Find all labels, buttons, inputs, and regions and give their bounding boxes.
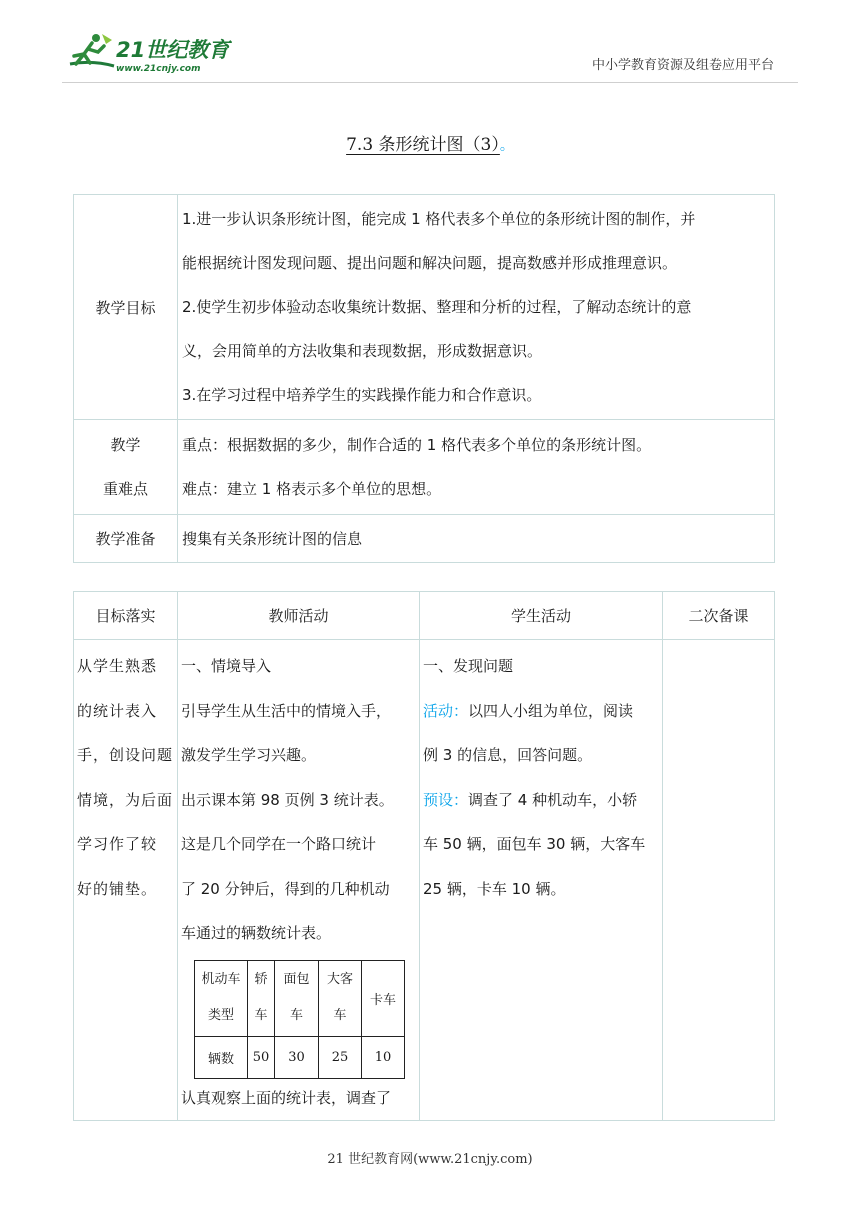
preparation-line: 搜集有关条形统计图的信息 bbox=[182, 529, 363, 548]
runner-logo-icon bbox=[62, 30, 232, 76]
inner-header-cell bbox=[248, 960, 275, 1036]
goal-line: 好的铺垫。 bbox=[77, 879, 158, 898]
objective-line: 1.进一步认识条形统计图，能完成 1 格代表多个单位的条形统计图的制作，并 bbox=[182, 210, 696, 228]
preset-text: 调查了 4 种机动车，小轿 bbox=[468, 790, 638, 809]
inner-header-cell bbox=[362, 960, 405, 1036]
inner-header-cell bbox=[319, 960, 362, 1036]
title-dot: 。 bbox=[499, 138, 514, 154]
student-line: 车 50 辆，面包车 30 辆，大客车 bbox=[423, 835, 646, 853]
keypoints-label bbox=[74, 420, 178, 515]
header-student: 学生活动 bbox=[420, 592, 663, 640]
platform-name: 中小学教育资源及组卷应用平台 bbox=[591, 58, 774, 73]
objective-line: 2.使学生初步体验动态收集统计数据、整理和分析的过程，了解动态统计的意 bbox=[182, 298, 692, 316]
inner-header-line: 车 bbox=[254, 1008, 268, 1023]
teacher-line: 引导学生从生活中的情境入手， bbox=[181, 701, 392, 720]
goal-cell bbox=[74, 640, 178, 1121]
student-line: 25 辆，卡车 10 辆。 bbox=[423, 879, 566, 898]
teacher-line: 这是几个同学在一个路口统计 bbox=[181, 835, 377, 853]
inner-value: 30 bbox=[275, 1036, 319, 1078]
teacher-line: 车通过的辆数统计表。 bbox=[181, 924, 332, 942]
student-line: 例 3 的信息，回答问题。 bbox=[423, 746, 593, 764]
keypoints-content bbox=[178, 420, 775, 515]
objectives-content bbox=[178, 195, 775, 420]
inner-header-line: 卡车 bbox=[369, 992, 396, 1008]
activity-table bbox=[73, 591, 775, 1121]
goal-line: 从学生熟悉 bbox=[77, 657, 158, 675]
inner-value: 50 bbox=[248, 1036, 275, 1078]
student-line bbox=[423, 689, 659, 734]
teacher-line: 激发学生学习兴趣。 bbox=[181, 746, 317, 764]
inner-row-label: 辆数 bbox=[195, 1036, 248, 1078]
objective-line: 3.在学习过程中培养学生的实践操作能力和合作意识。 bbox=[182, 386, 542, 404]
activity-label: 活动： bbox=[423, 701, 469, 720]
keypoint-line: 难点：建立 1 格表示多个单位的思想。 bbox=[182, 480, 442, 498]
inner-header-line: 大客 bbox=[326, 972, 353, 987]
table-header-row bbox=[74, 592, 775, 640]
keypoint-line: 重点：根据数据的多少，制作合适的 1 格代表多个单位的条形统计图。 bbox=[182, 436, 652, 454]
inner-value: 25 bbox=[319, 1036, 362, 1078]
notes-cell bbox=[663, 640, 775, 1121]
preparation-content bbox=[178, 515, 775, 563]
goal-line: 情境，为后面 bbox=[77, 790, 174, 809]
logo-url: www.21cnjy.com bbox=[116, 64, 201, 74]
inner-header-cell bbox=[275, 960, 319, 1036]
header-goal: 目标落实 bbox=[74, 592, 178, 640]
table-row bbox=[74, 420, 775, 515]
goal-line: 手，创设问题 bbox=[77, 746, 174, 764]
activity-text: 以四人小组为单位，阅读 bbox=[468, 701, 634, 720]
student-heading: 一、发现问题 bbox=[423, 657, 514, 675]
inner-header-line: 类型 bbox=[207, 1008, 234, 1023]
teacher-line: 认真观察上面的统计表，调查了 bbox=[181, 1088, 392, 1107]
site-logo bbox=[62, 30, 232, 76]
table-row bbox=[74, 195, 775, 420]
label-line: 教学 bbox=[110, 436, 141, 454]
teacher-line: 一、情境导入 bbox=[181, 657, 272, 675]
inner-header-cell bbox=[195, 960, 248, 1036]
goal-line: 学习作了较 bbox=[77, 835, 158, 853]
inner-header-line: 轿 bbox=[254, 972, 268, 987]
page-footer: 21 世纪教育网(www.21cnjy.com) bbox=[327, 1152, 533, 1167]
logo-text: 21世纪教育 bbox=[116, 38, 230, 62]
title-text: 7.3 条形统计图（3） bbox=[346, 135, 500, 155]
preparation-label: 教学准备 bbox=[74, 515, 178, 563]
vehicle-count-table bbox=[194, 960, 405, 1079]
header-teacher: 教师活动 bbox=[178, 592, 420, 640]
objectives-label: 教学目标 bbox=[74, 195, 178, 420]
label-line: 重难点 bbox=[102, 480, 148, 498]
header-notes: 二次备课 bbox=[663, 592, 775, 640]
inner-header-line: 车 bbox=[333, 1008, 347, 1023]
page-title bbox=[0, 130, 860, 155]
objective-line: 义，会用简单的方法收集和表现数据，形成数据意识。 bbox=[182, 342, 543, 360]
table-row bbox=[195, 1036, 405, 1078]
preset-label: 预设： bbox=[423, 790, 469, 809]
student-line bbox=[423, 778, 659, 823]
header-divider bbox=[62, 82, 798, 83]
objectives-table bbox=[73, 194, 775, 563]
teacher-line: 出示课本第 98 页例 3 统计表。 bbox=[181, 790, 394, 809]
table-row bbox=[195, 960, 405, 1036]
inner-header-line: 机动车 bbox=[201, 972, 241, 987]
teacher-line: 了 20 分钟后，得到的几种机动 bbox=[181, 879, 390, 898]
teacher-cell bbox=[178, 640, 420, 1121]
objective-line: 能根据统计图发现问题、提出问题和解决问题，提高数感并形成推理意识。 bbox=[182, 254, 678, 272]
inner-header-line: 车 bbox=[289, 1008, 303, 1023]
inner-value: 10 bbox=[362, 1036, 405, 1078]
inner-header-line: 面包 bbox=[283, 972, 310, 987]
student-cell bbox=[420, 640, 663, 1121]
table-row bbox=[74, 515, 775, 563]
goal-line: 的统计表入 bbox=[77, 701, 158, 720]
table-row bbox=[74, 640, 775, 1121]
